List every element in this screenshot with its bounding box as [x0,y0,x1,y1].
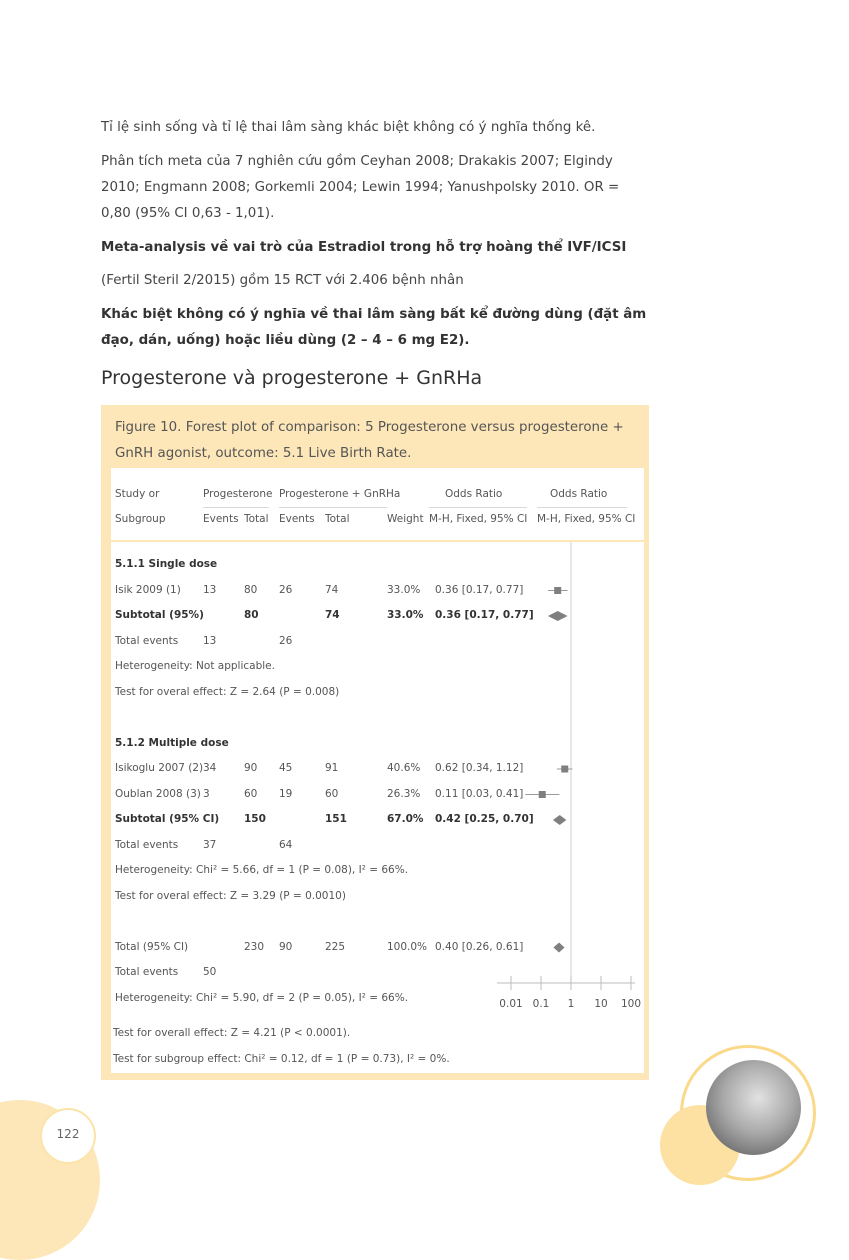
row-label: Heterogeneity: Not applicable. [115,660,275,672]
paragraph-2: Phân tích meta của 7 nghiên cứu gồm Ceyhan 2008; Drakakis 2007; Elgindy 2010; Engmann 2008; Gorkemli 2004; Lewin 1994; Yanushpolsky 2010. OR = 0,80 (95% CI 0,63 - 1,01). [101,154,620,221]
row-e2: 19 [279,787,293,800]
row-label: Total (95% CI) [115,940,189,953]
header-or1: Odds Ratio [445,488,503,500]
row-ci: 0.36 [0.17, 0.77] [435,583,524,596]
row-e2: 26 [279,634,293,647]
paragraph-5: Khác biệt không có ý nghĩa về thai lâm sàng bất kể đường dùng (đặt âm đạo, dán, uống) hoặc liều dùng (2 – 4 – 6 mg E2). [101,307,647,348]
forest-plot [111,468,644,1073]
row-label: Subtotal (95%) [115,609,204,621]
row-w: 26.3% [387,787,421,800]
row-e1: 13 [203,634,217,647]
row-label: Heterogeneity: Chi² = 5.90, df = 2 (P = 0.05), I² = 66%. [115,991,409,1004]
footer-subgroup-effect: Test for subgroup effect: Chi² = 0.12, df = 1 (P = 0.73), I² = 0%. [113,1053,450,1065]
row-label: Oublan 2008 (3) [115,787,201,800]
row-t2: 91 [325,762,339,774]
pooled-diamond [553,815,566,825]
header-events2: Events [279,513,315,525]
pooled-diamond [548,611,568,621]
row-e1: 13 [203,583,217,596]
section-heading: Progesterone và progesterone + GnRHa [101,367,483,389]
row-t2: 74 [325,609,340,621]
header-or1-sub: M-H, Fixed, 95% CI [429,513,528,525]
row-e2: 64 [279,838,293,851]
row-label: 5.1.2 Multiple dose [115,736,229,749]
paragraph-3: Meta-analysis về vai trò của Estradiol trong hỗ trợ hoàng thể IVF/ICSI [101,240,627,255]
row-label: Isik 2009 (1) [115,583,181,596]
row-ci: 0.62 [0.34, 1.12] [435,762,524,774]
row-label: Subtotal (95% CI) [115,813,220,825]
figure-box [101,405,649,1080]
header-study: Study or [115,488,160,500]
header-group1: Progesterone [203,488,273,500]
row-t2: 74 [325,583,339,596]
row-ci: 0.42 [0.25, 0.70] [435,813,534,825]
row-label: Total events [115,838,179,851]
header-subgroup: Subgroup [115,513,166,525]
row-t1: 90 [244,762,258,774]
row-label: Total events [115,634,179,647]
row-ci: 0.11 [0.03, 0.41] [435,787,524,800]
paragraph-1: Tỉ lệ sinh sống và tỉ lệ thai lâm sàng khác biệt không có ý nghĩa thống kê. [101,120,596,135]
x-tick-label: 100 [620,998,642,1010]
pooled-diamond [553,943,564,953]
row-label: Test for overal effect: Z = 3.29 (P = 0.0010) [115,889,346,902]
forest-plot-panel [111,468,644,1073]
estimate-square [554,587,561,594]
x-tick-label: 0.1 [532,998,550,1010]
header-or2-sub: M-H, Fixed, 95% CI [537,513,636,525]
row-w: 40.6% [387,762,421,774]
estimate-square [539,791,546,798]
row-e1: 3 [203,787,210,800]
row-t1: 80 [244,583,258,596]
row-e2: 26 [279,583,293,596]
row-t2: 151 [325,813,347,825]
footer-overall-effect: Test for overall effect: Z = 4.21 (P < 0.0001). [113,1027,351,1039]
row-t1: 60 [244,787,258,800]
row-e1: 50 [203,966,217,978]
x-tick-label: 1 [567,998,575,1010]
row-label: Isikoglu 2007 (2) [115,762,204,774]
row-w: 67.0% [387,813,424,825]
estimate-square [561,766,568,773]
row-t1: 230 [244,940,265,953]
row-w: 33.0% [387,583,421,596]
paragraph-4: (Fertil Steril 2/2015) gồm 15 RCT với 2.406 bệnh nhân [101,273,464,288]
row-e1: 34 [203,762,217,774]
row-e1: 37 [203,838,217,851]
header-total2: Total [325,513,350,525]
row-t1: 150 [244,813,266,825]
row-label: Heterogeneity: Chi² = 5.66, df = 1 (P = 0.08), I² = 66%. [115,864,409,876]
row-label: Test for overal effect: Z = 2.64 (P = 0.008) [115,685,340,698]
row-t2: 225 [325,940,346,953]
x-tick-label: 0.01 [499,998,523,1010]
page-number: 122 [56,1127,80,1141]
row-ci: 0.40 [0.26, 0.61] [435,940,524,953]
row-label: 5.1.1 Single dose [115,558,218,570]
header-or2: Odds Ratio [550,488,608,500]
row-e2: 90 [279,940,293,953]
figure-caption: Figure 10. Forest plot of comparison: 5 Progesterone versus progesterone + GnRH agonist, outcome: 5.1 Live Birth Rate. [115,420,624,461]
row-label: Total events [115,966,179,978]
row-w: 33.0% [387,609,424,621]
row-t1: 80 [244,609,259,621]
header-group2: Progesterone + GnRHa [279,488,401,500]
row-t2: 60 [325,787,339,800]
building-photo [706,1060,801,1155]
row-e2: 45 [279,762,293,774]
header-weight: Weight [387,513,424,525]
row-w: 100.0% [387,940,428,953]
x-tick-label: 10 [594,998,608,1010]
header-total1: Total [244,513,269,525]
header-events1: Events [203,513,239,525]
row-ci: 0.36 [0.17, 0.77] [435,609,534,621]
